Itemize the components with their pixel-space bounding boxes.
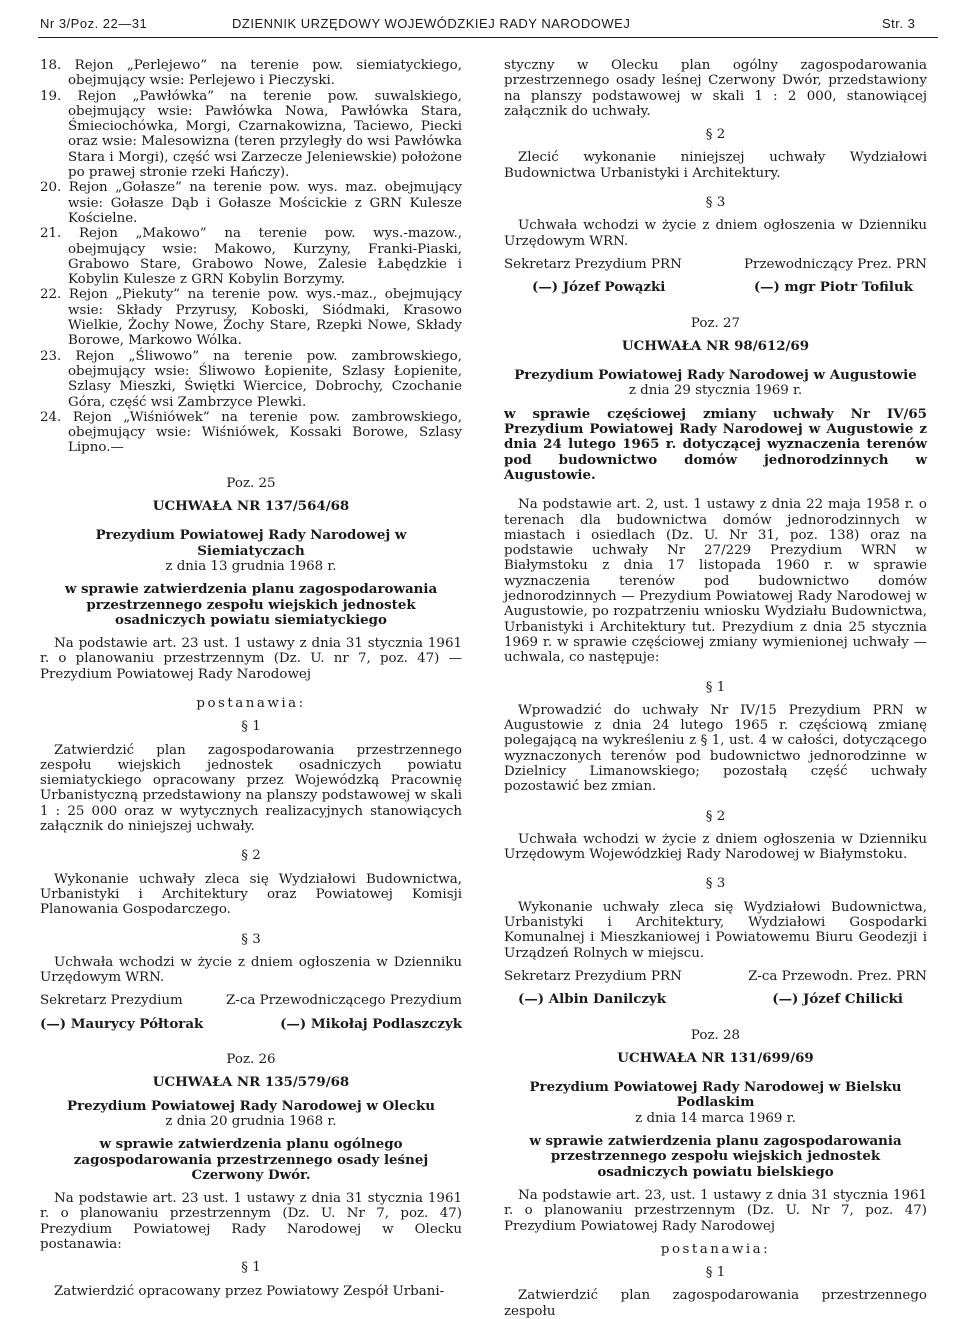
section-mark: § 1 xyxy=(705,1265,726,1281)
signature-names xyxy=(40,1017,462,1032)
resolution-subject: w sprawie zatwierdzenia planu ogólnego zagospodarowania przestrzennego osady leśnej Czerwony Dwór. xyxy=(73,1136,429,1183)
section-text: Uchwała wchodzi w życie z dniem ogłoszenia w Dzienniku Urzędowym Wojewódzkiej Rady Narodowej w Białymstoku. xyxy=(504,831,927,863)
list-item: 21. Rejon „Makowo” na terenie pow. wys.-mazow., obejmujący wsie: Makowo, Kurzyny, Franki-Piaski, Grabowo Stare, Grabowo Nowe, Zalesie Łabędzkie i Kobylin Kulesze z GRN Kobylin Borzymy. xyxy=(40,226,462,288)
authority: Prezydium Powiatowej Rady Narodowej w Augustowie xyxy=(514,367,917,384)
resolution-title: UCHWAŁA NR 135/579/68 xyxy=(152,1074,350,1091)
section-text: Uchwała wchodzi w życie z dniem ogłoszenia w Dzienniku Urzędowym WRN. xyxy=(40,954,462,986)
left-column xyxy=(40,58,462,1299)
section-text: Zatwierdzić plan zagospodarowania przestrzennego zespołu xyxy=(504,1288,927,1319)
section-mark: § 2 xyxy=(241,848,261,864)
preamble: Na podstawie art. 23, ust. 1 ustawy z dnia 31 stycznia 1961 r. o planowaniu przestrzennym (Dz. U. Nr 7, poz. 47) Prezydium Powiatowej Rady Narodowej xyxy=(504,1187,927,1234)
preamble: Na podstawie art. 23 ust. 1 ustawy z dnia 31 stycznia 1961 r. o planowaniu przestrzennym (Dz. U. Nr 7, poz. 47) Prezydium Powiatowej Rady Narodowej w Olecku postanawia: xyxy=(40,1191,462,1252)
right-column xyxy=(504,58,927,1319)
postanawia-label: postanawia: xyxy=(660,1241,771,1257)
section-text: Zatwierdzić plan zagospodarowania przestrzennego zespołu wiejskich jednostek osadniczych powiatu siemiatyckiego opracowany przez Wojewódzką Pracownię Urbanistyczną przedstawiony na planszy podstawowej w skali 1 : 25 000 oraz w wytycznych realizacyjnych stanowiących załącznik do niniejszej uchwały. xyxy=(40,742,462,835)
resolution-subject: w sprawie zatwierdzenia planu zagospodarowania przestrzennego zespołu wiejskich jednostek osadniczych powiatu bielskiego xyxy=(529,1133,902,1180)
page-number: Str. 3 xyxy=(882,16,916,31)
resolution-date: z dnia 14 marca 1969 r. xyxy=(635,1110,796,1126)
signer-name: (—) Mikołaj Podlaszczyk xyxy=(280,1015,462,1032)
list-item: 24. Rejon „Wiśniówek” na terenie pow. zambrowskiego, obejmujący wsie: Wiśniówek, Kossaki Borowe, Szlasy Lipno.— xyxy=(40,409,462,456)
section-mark: § 1 xyxy=(241,719,261,735)
list-item: 19. Rejon „Pawłówka” na terenie pow. suwalskiego, obejmujący wsie: Pawłówka Nowa, Pawłówka Stara, Śmieciochówka, Morgi, Czarnakowizna, Taciewo, Piecki oraz wsie: Malesowizna (teren przyległy do wsi Pawłówka Stara i Morgi), część wsi Zarzecze Jeleniewskie) położone po prawej stronie rzeki Hańczy). xyxy=(40,88,462,181)
list-item: 20. Rejon „Gołasze” na terenie pow. wys. maz. obejmujący wsie: Gołasze Dąb i Gołasze Mościckie z GRN Kulesze Kościelne. xyxy=(40,180,462,226)
section-text: Wprowadzić do uchwały Nr IV/15 Prezydium PRN w Augustowie z dnia 24 lutego 1965 r. częściową zmianę polegającą na wykreśleniu z § 1, ust. 4 w całości, dotyczącego wyznaczonych terenów pod budownictwo jednorodzinne w Dzielnicy Limanowskiego; pozostałą część uchwały pozostawić bez zmian. xyxy=(504,702,927,795)
resolution-subject: w sprawie zatwierdzenia planu zagospodarowania przestrzennego zespołu wiejskich jednostek osadniczych powiatu siemiatyckiego xyxy=(64,581,438,628)
section-text: styczny w Olecku plan ogólny zagospodarowania przestrzennego osady leśnej Czerwony Dwór, przedstawiony na planszy podstawowej w skali 1 : 2 000, stanowiącej załącznik do uchwały. xyxy=(504,58,927,119)
signer-role: Z-ca Przewodn. Prez. PRN xyxy=(748,968,927,984)
position-label: Poz. 26 xyxy=(226,1052,276,1068)
list-item: 22. Rejon „Piekuty” na terenie pow. wys.-maz., obejmujący wsie: Składy Przyrusy, Koboski, Siódmaki, Krasowo Wielkie, Żochy Nowe, Żochy Stare, Rzepki Nowe, Składy Borowe, Markowo Wólka. xyxy=(40,287,463,349)
section-text: Uchwała wchodzi w życie z dniem ogłoszenia w Dzienniku Urzędowym WRN. xyxy=(504,218,927,249)
signer-name: (—) Albin Danilczyk xyxy=(518,991,667,1008)
resolution-title: UCHWAŁA NR 98/612/69 xyxy=(621,337,810,354)
position-label: Poz. 27 xyxy=(690,315,741,331)
signer-name: (—) Józef Powązki xyxy=(532,279,666,296)
issue-number: Nr 3/Poz. 22—31 xyxy=(40,16,148,31)
signature-roles xyxy=(504,969,927,984)
section-mark: § 2 xyxy=(705,127,726,143)
region-list xyxy=(40,58,462,456)
section-text: Zatwierdzić opracowany przez Powiatowy Zespół Urbani- xyxy=(54,1283,445,1299)
resolution-subject: w sprawie częściowej zmiany uchwały Nr IV/65 Prezydium Powiatowej Rady Narodowej w Augustowie z dnia 24 lutego 1965 r. dotyczącej wyznaczenia terenów pod budownictwo domów jednorodzinnych w Augustowie. xyxy=(504,405,927,483)
page-header xyxy=(0,0,960,40)
resolution-title: UCHWAŁA NR 131/699/69 xyxy=(617,1049,814,1066)
signer-name: (—) Józef Chilicki xyxy=(772,991,903,1008)
resolution-date: z dnia 20 grudnia 1968 r. xyxy=(165,1113,337,1129)
preamble: Na podstawie art. 2, ust. 1 ustawy z dnia 22 maja 1958 r. o terenach dla budownictwa domów jednorodzinnych w miastach i osiedlach (Dz. U. Nr 31, poz. 138) oraz na podstawie uchwały Nr 27/229 Prezydium WRN w Białymstoku z dnia 17 listopada 1960 r. w sprawie wyznaczenia terenów pod budownictwo domów jednorodzinnych — Prezydium Powiatowej Rady Narodowej w Augustowie, po rozpatrzeniu wniosku Wydziału Budownictwa, Urbanistyki i Architektury tut. Prezydium z dnia 25 stycznia 1969 r. w sprawie częściowej zmiany wymienionej uchwały — uchwala, co następuje: xyxy=(504,497,927,666)
signer-role: Sekretarz Prezydium PRN xyxy=(504,968,682,984)
section-text: Zlecić wykonanie niniejszej uchwały Wydziałowi Budownictwa Urbanistyki i Architektury. xyxy=(504,150,927,181)
section-text: Wykonanie uchwały zleca się Wydziałowi Budownictwa, Urbanistyki i Architektury, Wydziałowi Gospodarki Komunalnej i Mieszkaniowej i Powiatowemu Biuru Geodezji i Urządzeń Rolnych w miejscu. xyxy=(504,899,927,961)
preamble: Na podstawie art. 23 ust. 1 ustawy z dnia 31 stycznia 1961 r. o planowaniu przestrzennym (Dz. U. nr 7, poz. 47) — Prezydium Powiatowej Rady Narodowej xyxy=(40,636,462,682)
position-label: Poz. 25 xyxy=(226,475,276,491)
authority: Prezydium Powiatowej Rady Narodowej w Bielsku Podlaskim xyxy=(529,1079,902,1111)
signer-role: Sekretarz Prezydium PRN xyxy=(504,256,682,272)
section-mark: § 1 xyxy=(705,679,726,695)
signature-roles xyxy=(40,993,462,1008)
section-mark: § 2 xyxy=(705,808,726,824)
list-item: 23. Rejon „Śliwowo” na terenie pow. zambrowskiego, obejmujący wsie: Śliwowo Łopienite, Szlasy Łopienite, Szlasy Mieszki, Świętki Wiercice, Dobrochy, Czochanie Góra, część wsi Zambrzyce Plewki. xyxy=(40,348,462,410)
postanawia-label: postanawia: xyxy=(196,695,306,711)
signer-role: Przewodniczący Prez. PRN xyxy=(744,256,927,272)
authority: Prezydium Powiatowej Rady Narodowej w Siemiatyczach xyxy=(95,527,407,559)
signer-role: Sekretarz Prezydium xyxy=(40,993,183,1009)
authority: Prezydium Powiatowej Rady Narodowej w Olecku xyxy=(67,1097,435,1114)
header-rule xyxy=(38,37,938,38)
journal-title: DZIENNIK URZĘDOWY WOJEWÓDZKIEJ RADY NARODOWEJ xyxy=(232,16,631,31)
section-mark: § 3 xyxy=(705,195,726,211)
resolution-date: z dnia 29 stycznia 1969 r. xyxy=(628,383,803,399)
resolution-date: z dnia 13 grudnia 1968 r. xyxy=(165,558,337,574)
resolution-title: UCHWAŁA NR 137/564/68 xyxy=(152,498,350,515)
signer-name: (—) Maurycy Półtorak xyxy=(40,1015,204,1032)
section-text: Wykonanie uchwały zleca się Wydziałowi Budownictwa, Urbanistyki i Architektury oraz Powiatowej Komisji Planowania Gospodarczego. xyxy=(40,871,462,918)
signature-names xyxy=(504,280,927,295)
signature-names xyxy=(504,992,927,1007)
signer-name: (—) mgr Piotr Tofiluk xyxy=(753,279,913,296)
section-mark: § 1 xyxy=(241,1260,261,1276)
signature-roles xyxy=(504,257,927,272)
position-label: Poz. 28 xyxy=(690,1027,741,1043)
section-mark: § 3 xyxy=(241,931,261,947)
list-item: 18. Rejon „Perlejewo” na terenie pow. siemiatyckiego, obejmujący wsie: Perlejewo i Pieczyski. xyxy=(40,58,463,89)
signer-role: Z-ca Przewodniczącego Prezydium xyxy=(226,993,462,1009)
section-mark: § 3 xyxy=(705,876,726,892)
